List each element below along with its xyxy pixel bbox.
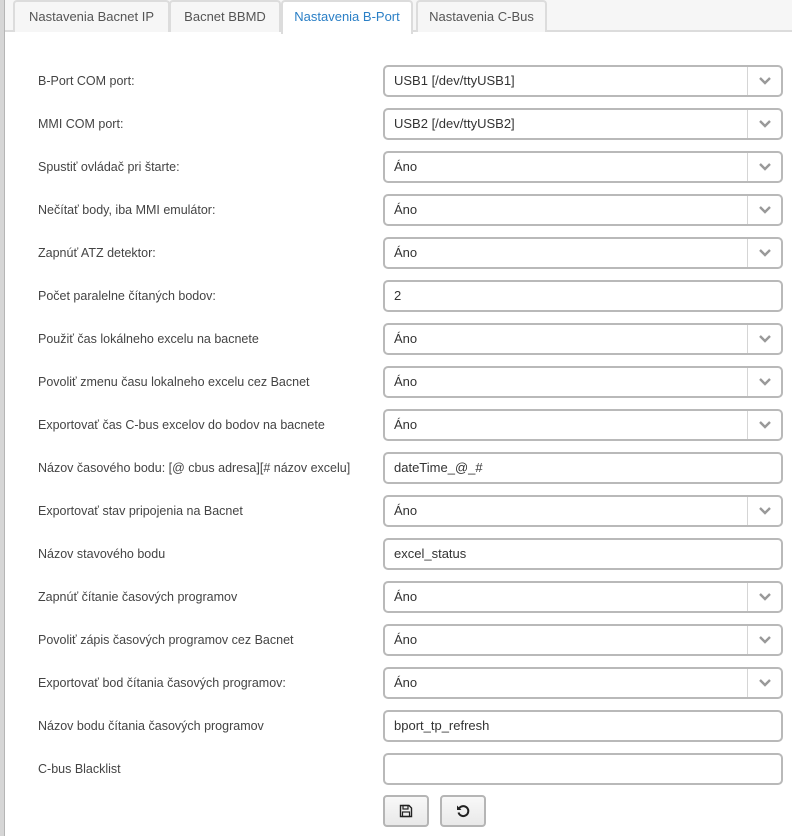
field-label: Názov bodu čítania časových programov [38,719,264,733]
input-value: 2 [394,288,402,303]
form-row [0,495,792,527]
chevron-down-icon[interactable] [757,677,773,689]
select-divider [747,153,748,181]
field-label: MMI COM port: [38,117,124,131]
input-value: bport_tp_refresh [394,718,490,733]
select-field[interactable] [383,495,783,527]
form-row [0,452,792,484]
select-divider [747,110,748,138]
form-row [0,753,792,785]
text-input[interactable] [383,710,783,742]
field-label: Povoliť zmenu času lokalneho excelu cez Bacnet [38,375,310,389]
select-divider [747,239,748,267]
tab-bar [5,0,792,32]
select-divider [747,583,748,611]
text-input[interactable] [383,452,783,484]
chevron-down-icon[interactable] [757,634,773,646]
reset-button[interactable] [440,795,486,827]
field-label: Exportovať čas C-bus excelov do bodov na bacnete [38,418,325,432]
select-divider [747,411,748,439]
chevron-down-icon[interactable] [757,118,773,130]
selected-value: Áno [394,632,418,647]
select-divider [747,325,748,353]
tab-bacnet-ip[interactable]: Nastavenia Bacnet IP [13,0,170,32]
tab-b-port[interactable]: Nastavenia B-Port [281,0,413,34]
selected-value: Áno [394,503,418,518]
field-label: Exportovať bod čítania časových programov: [38,676,286,690]
select-divider [747,196,748,224]
form-row [0,194,792,226]
field-label: Exportovať stav pripojenia na Bacnet [38,504,243,518]
chevron-down-icon[interactable] [757,161,773,173]
select-field[interactable] [383,323,783,355]
chevron-down-icon[interactable] [757,505,773,517]
selected-value: Áno [394,159,418,174]
selected-value: Áno [394,245,418,260]
selected-value: Áno [394,331,418,346]
field-label: Použiť čas lokálneho excelu na bacnete [38,332,259,346]
select-divider [747,669,748,697]
field-label: Počet paralelne čítaných bodov: [38,289,216,303]
form-row [0,624,792,656]
select-field[interactable] [383,237,783,269]
field-label: Povoliť zápis časových programov cez Bacnet [38,633,294,647]
select-divider [747,497,748,525]
field-label: Názov stavového bodu [38,547,166,561]
field-label: Zapnúť ATZ detektor: [38,246,156,260]
form-row [0,280,792,312]
form-row [0,710,792,742]
field-label: Názov časového bodu: [@ cbus adresa][# názov excelu] [38,461,351,475]
form-row [0,581,792,613]
chevron-down-icon[interactable] [757,75,773,87]
text-input[interactable] [383,280,783,312]
input-value: dateTime_@_# [394,460,483,475]
undo-icon [456,804,470,818]
text-input[interactable] [383,538,783,570]
select-field[interactable] [383,366,783,398]
text-input[interactable] [383,753,783,785]
selected-value: Áno [394,374,418,389]
select-field[interactable] [383,409,783,441]
chevron-down-icon[interactable] [757,591,773,603]
chevron-down-icon[interactable] [757,204,773,216]
form-row [0,65,792,97]
form-row [0,323,792,355]
select-field[interactable] [383,151,783,183]
input-value: excel_status [394,546,467,561]
selected-value: Áno [394,202,418,217]
form-row [0,538,792,570]
select-field[interactable] [383,65,783,97]
form-row [0,667,792,699]
field-label: Nečítať body, iba MMI emulátor: [38,203,216,217]
select-field[interactable] [383,581,783,613]
chevron-down-icon[interactable] [757,333,773,345]
form-row [0,409,792,441]
field-label: Zapnúť čítanie časových programov [38,590,238,604]
form-row [0,366,792,398]
select-field[interactable] [383,667,783,699]
tab-bacnet-bbmd[interactable]: Bacnet BBMD [169,0,281,32]
select-field[interactable] [383,624,783,656]
chevron-down-icon[interactable] [757,419,773,431]
tab-c-bus[interactable]: Nastavenia C-Bus [416,0,547,32]
select-divider [747,368,748,396]
form-actions [0,795,792,827]
selected-value: USB1 [/dev/ttyUSB1] [394,73,515,88]
field-label: C-bus Blacklist [38,762,121,776]
select-divider [747,626,748,654]
select-divider [747,67,748,95]
selected-value: Áno [394,589,418,604]
selected-value: Áno [394,675,418,690]
form-row [0,237,792,269]
field-label: Spustiť ovládač pri štarte: [38,160,180,174]
save-button[interactable] [383,795,429,827]
form-row [0,151,792,183]
chevron-down-icon[interactable] [757,247,773,259]
field-label: B-Port COM port: [38,74,135,88]
select-field[interactable] [383,108,783,140]
selected-value: USB2 [/dev/ttyUSB2] [394,116,515,131]
chevron-down-icon[interactable] [757,376,773,388]
selected-value: Áno [394,417,418,432]
form-row [0,108,792,140]
floppy-disk-icon [399,804,413,818]
select-field[interactable] [383,194,783,226]
